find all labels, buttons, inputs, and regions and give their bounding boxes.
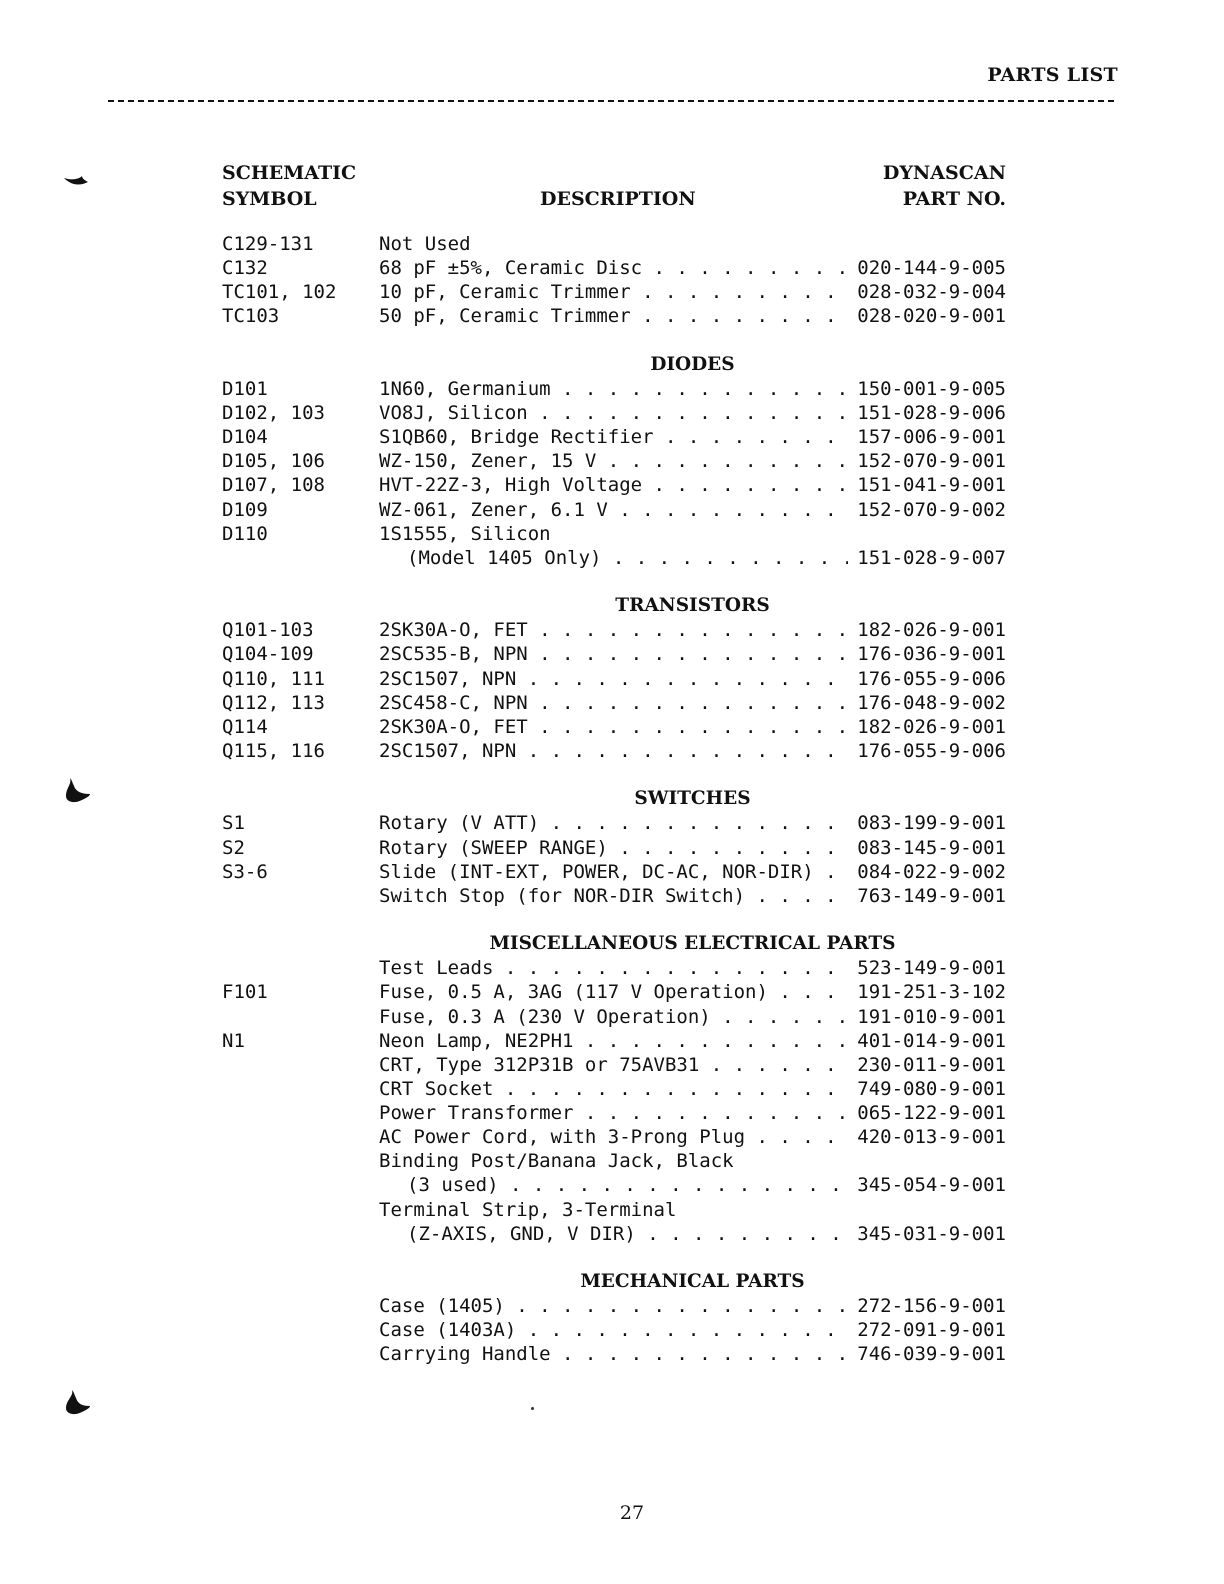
section-spacer xyxy=(222,908,1006,932)
part-number: 401-014-9-001 xyxy=(857,1029,1006,1052)
section-heading: MECHANICAL PARTS xyxy=(580,1271,805,1293)
part-number-header: DYNASCAN PART NO. xyxy=(882,162,1006,210)
part-row xyxy=(222,498,1006,522)
part-row xyxy=(222,401,1006,425)
part-row xyxy=(222,304,1006,328)
part-description: WZ-061, Zener, 6.1 V . . . xyxy=(379,498,848,522)
part-description: Rotary (V ATT) . . . xyxy=(379,811,848,835)
part-row xyxy=(222,425,1006,449)
part-number: 151-028-9-007 xyxy=(857,546,1006,569)
part-description: 2SC535-B, NPN . . . xyxy=(379,642,848,666)
part-row xyxy=(222,449,1006,473)
part-number: 020-144-9-005 xyxy=(857,257,1006,280)
part-row xyxy=(222,715,1006,739)
part-description: 2SK30A-O, FET . . . xyxy=(379,618,848,642)
part-number: 152-070-9-001 xyxy=(857,450,1006,473)
part-description: Case (1403A) . . . xyxy=(379,1318,848,1342)
section-spacer xyxy=(222,1246,1006,1270)
part-number: 182-026-9-001 xyxy=(857,619,1006,642)
part-row xyxy=(222,739,1006,763)
part-description: Carrying Handle . . . xyxy=(379,1342,848,1366)
schematic-symbol: TC103 xyxy=(222,305,280,328)
part-row xyxy=(222,546,1006,570)
part-number: 176-055-9-006 xyxy=(857,667,1006,690)
binder-hole-mark-icon xyxy=(62,1388,92,1418)
part-number: 065-122-9-001 xyxy=(857,1102,1006,1125)
part-row xyxy=(222,1149,1006,1173)
part-number: 272-091-9-001 xyxy=(857,1319,1006,1342)
part-row xyxy=(222,667,1006,691)
part-description: Switch Stop (for NOR-DIR Switch) . . . xyxy=(379,884,848,908)
part-description: 1S1555, Silicon xyxy=(379,522,551,545)
part-number: 028-020-9-001 xyxy=(857,305,1006,328)
schematic-symbol-header: SCHEMATIC SYMBOL xyxy=(222,162,357,210)
part-row xyxy=(222,232,1006,256)
part-number: 523-149-9-001 xyxy=(857,957,1006,980)
part-description: 1N60, Germanium . . . xyxy=(379,377,848,401)
part-row xyxy=(222,1101,1006,1125)
part-description: Not Used xyxy=(379,233,471,255)
part-number: 084-022-9-002 xyxy=(857,860,1006,883)
schematic-symbol: D107, 108 xyxy=(222,474,325,497)
part-number: 028-032-9-004 xyxy=(857,281,1006,304)
part-number: 345-031-9-001 xyxy=(857,1222,1006,1245)
parts-list xyxy=(222,232,1006,1367)
schematic-symbol: Q104-109 xyxy=(222,643,314,666)
part-number: 230-011-9-001 xyxy=(857,1053,1006,1076)
schematic-symbol: D105, 106 xyxy=(222,450,325,473)
section-spacer xyxy=(222,329,1006,353)
part-description: Binding Post/Banana Jack, Black xyxy=(379,1150,734,1173)
part-description: VO8J, Silicon . . . xyxy=(379,401,848,425)
part-row xyxy=(222,836,1006,860)
schematic-symbol: Q115, 116 xyxy=(222,739,325,762)
part-description: 68 pF ±5%, Ceramic Disc . . . xyxy=(379,256,848,280)
part-row xyxy=(222,280,1006,304)
part-row xyxy=(222,1029,1006,1053)
schematic-symbol: Q112, 113 xyxy=(222,691,325,714)
part-row xyxy=(222,377,1006,401)
part-row xyxy=(222,1077,1006,1101)
schematic-symbol: C132 xyxy=(222,257,268,280)
schematic-symbol: S1 xyxy=(222,812,245,835)
part-row xyxy=(222,618,1006,642)
part-number: 151-028-9-006 xyxy=(857,401,1006,424)
part-row xyxy=(222,522,1006,546)
section-spacer xyxy=(222,763,1006,787)
part-number: 083-145-9-001 xyxy=(857,836,1006,859)
part-number: 176-036-9-001 xyxy=(857,643,1006,666)
part-row xyxy=(222,473,1006,497)
part-number: 749-080-9-001 xyxy=(857,1077,1006,1100)
part-description: 2SC1507, NPN . . . xyxy=(379,739,848,763)
stray-dot xyxy=(531,1407,534,1410)
section-heading: TRANSISTORS xyxy=(615,595,770,617)
part-description: (Z-AXIS, GND, V DIR) . . . xyxy=(407,1222,848,1246)
part-description: AC Power Cord, with 3-Prong Plug . . . xyxy=(379,1125,848,1149)
schematic-symbol: Q101-103 xyxy=(222,619,314,642)
part-number: 151-041-9-001 xyxy=(857,474,1006,497)
part-number: 182-026-9-001 xyxy=(857,715,1006,738)
part-description: 2SC458-C, NPN . . . xyxy=(379,691,848,715)
section-spacer xyxy=(222,570,1006,594)
part-number: 083-199-9-001 xyxy=(857,812,1006,835)
part-row xyxy=(222,1294,1006,1318)
section-heading: SWITCHES xyxy=(634,788,751,810)
schematic-symbol: D110 xyxy=(222,522,268,545)
part-row xyxy=(222,1342,1006,1366)
part-row xyxy=(222,860,1006,884)
part-number: 345-054-9-001 xyxy=(857,1174,1006,1197)
header-divider xyxy=(108,100,1114,102)
part-description: 50 pF, Ceramic Trimmer . . . xyxy=(379,304,848,328)
part-description: WZ-150, Zener, 15 V . . . xyxy=(379,449,848,473)
part-number: 191-010-9-001 xyxy=(857,1005,1006,1028)
binder-hole-mark-icon xyxy=(62,776,92,806)
part-description: Slide (INT-EXT, POWER, DC-AC, NOR-DIR) . . . xyxy=(379,860,848,884)
schematic-symbol: N1 xyxy=(222,1029,245,1052)
part-row xyxy=(222,980,1006,1004)
part-description: Rotary (SWEEP RANGE) . . . xyxy=(379,836,848,860)
part-description: Power Transformer . . . xyxy=(379,1101,848,1125)
part-row xyxy=(222,691,1006,715)
part-description: HVT-22Z-3, High Voltage . . . xyxy=(379,473,848,497)
part-description: (Model 1405 Only) . . . xyxy=(407,546,848,570)
part-row xyxy=(222,956,1006,980)
part-description: Fuse, 0.5 A, 3AG (117 V Operation) . . . xyxy=(379,980,848,1004)
schematic-symbol: C129-131 xyxy=(222,233,314,255)
part-row xyxy=(222,1125,1006,1149)
part-row xyxy=(222,1053,1006,1077)
part-row xyxy=(222,1173,1006,1197)
section-heading: DIODES xyxy=(650,353,735,375)
part-description: 10 pF, Ceramic Trimmer . . . xyxy=(379,280,848,304)
part-row xyxy=(222,1222,1006,1246)
binder-hole-mark-icon xyxy=(62,166,92,196)
part-description: (3 used) . . . xyxy=(407,1173,848,1197)
part-row xyxy=(222,1318,1006,1342)
part-number: 176-055-9-006 xyxy=(857,739,1006,762)
part-description: 2SK30A-O, FET . . . xyxy=(379,715,848,739)
schematic-symbol: TC101, 102 xyxy=(222,281,337,304)
part-number: 191-251-3-102 xyxy=(857,981,1006,1004)
part-description: CRT Socket . . . xyxy=(379,1077,848,1101)
schematic-symbol: Q114 xyxy=(222,715,268,738)
schematic-symbol: D101 xyxy=(222,377,268,400)
column-headers xyxy=(222,160,1006,214)
part-number: 763-149-9-001 xyxy=(857,884,1006,907)
part-row xyxy=(222,811,1006,835)
part-description: 2SC1507, NPN . . . xyxy=(379,667,848,691)
schematic-symbol: S3-6 xyxy=(222,860,268,883)
part-row xyxy=(222,1005,1006,1029)
page-number: 27 xyxy=(619,1502,645,1524)
schematic-symbol: D104 xyxy=(222,426,268,449)
page-header-title: PARTS LIST xyxy=(987,64,1118,86)
part-number: 176-048-9-002 xyxy=(857,691,1006,714)
part-row xyxy=(222,1198,1006,1222)
part-description: Fuse, 0.3 A (230 V Operation) . . . xyxy=(379,1005,848,1029)
schematic-symbol: Q110, 111 xyxy=(222,667,325,690)
part-row xyxy=(222,884,1006,908)
part-description: CRT, Type 312P31B or 75AVB31 . . . xyxy=(379,1053,848,1077)
part-description: Case (1405) . . . xyxy=(379,1294,848,1318)
part-description: Test Leads . . . xyxy=(379,956,848,980)
section-heading: MISCELLANEOUS ELECTRICAL PARTS xyxy=(489,933,896,955)
part-number: 420-013-9-001 xyxy=(857,1126,1006,1149)
part-number: 746-039-9-001 xyxy=(857,1343,1006,1366)
schematic-symbol: S2 xyxy=(222,836,245,859)
part-number: 272-156-9-001 xyxy=(857,1295,1006,1318)
schematic-symbol: D102, 103 xyxy=(222,401,325,424)
part-description: Neon Lamp, NE2PH1 . . . xyxy=(379,1029,848,1053)
part-number: 152-070-9-002 xyxy=(857,498,1006,521)
part-row xyxy=(222,256,1006,280)
part-row xyxy=(222,642,1006,666)
schematic-symbol: F101 xyxy=(222,981,268,1004)
part-number: 150-001-9-005 xyxy=(857,377,1006,400)
part-number: 157-006-9-001 xyxy=(857,426,1006,449)
part-description: S1QB60, Bridge Rectifier . . . xyxy=(379,425,848,449)
part-description: Terminal Strip, 3-Terminal xyxy=(379,1198,677,1221)
schematic-symbol: D109 xyxy=(222,498,268,521)
description-header: DESCRIPTION xyxy=(540,188,696,210)
